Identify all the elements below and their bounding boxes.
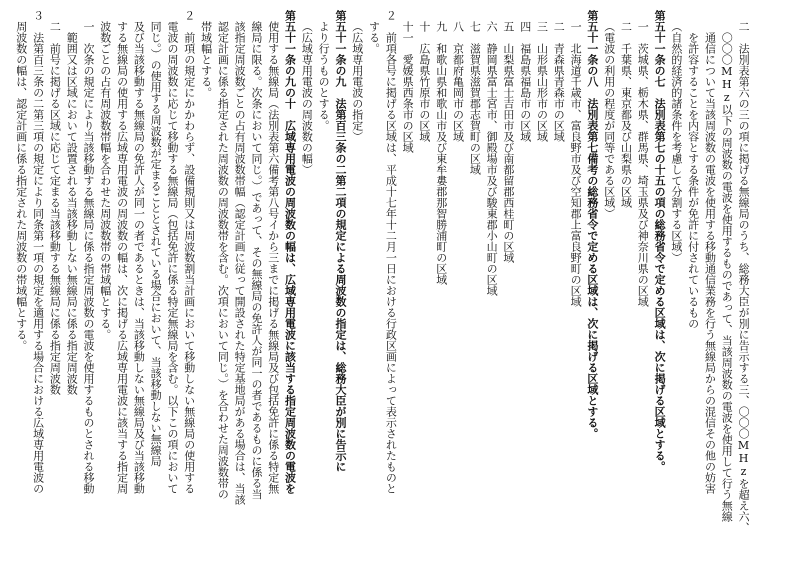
text-line: 通信について当該周波数の電波を使用する移動通信業務を行う無線局からの混信その他の妨害 <box>703 32 717 494</box>
text-line: 帯域幅とする。 <box>199 21 213 98</box>
text-line: ２ 前項の規定にかかわらず、設備規則又は周波数割当計画において移動しない無線局の使用する <box>182 10 196 494</box>
text-line: 六 静岡県富士宮市、御殿場市及び駿東郡小山町の区域 <box>485 21 499 296</box>
text-line: 使用する無線局（法別表第六備考第八号イから三までに掲げる無線局及び包括免許に係る特定無 <box>266 21 280 494</box>
text-line: 一 北海道千歳市、富良野市及び空知郡上富良野町の区域 <box>569 21 583 307</box>
article-heading-line: 第五十一条の九の十 広域専用電波の周波数の幅は、広域専用電波に該当する指定周波数の電波を <box>283 10 297 494</box>
text-line: 線局に限る。次条において同じ。）であって、その無線局の免許人が同一の者であるものに係る当 <box>249 21 263 500</box>
text-line: 一 茨城県、栃木県、群馬県、埼玉県及び神奈川県の区域 <box>636 21 650 307</box>
text-line: 電波の周波数に応じて移動する無線局（包括免許に係る特定無線局を含む。以下この項において <box>165 21 179 494</box>
text-line: 範囲又は区域において設置される当該移動しない無線局に係る指定周波数 <box>65 32 79 395</box>
text-line: 二 前号に掲げる区域に応じて定まる当該移動する無線局に係る指定周波数 <box>48 21 62 395</box>
text-line: ２ 前項各号に掲げる区域は、平成十七年十二月一日における行政区画によって表示されたものと <box>384 10 398 494</box>
text-line: 八 京都府亀岡市の区域 <box>451 21 465 142</box>
text-line: を許容することを内容とする条件が免許に付されているもの <box>686 32 700 329</box>
text-line: （広域専用電波の指定） <box>350 21 364 142</box>
text-line: 五 山梨県富士吉田市及び南都留郡西桂町の区域 <box>501 21 515 263</box>
text-line: 同じ。）の使用する周波数が定まることとされている場合において、当該移動しない無線局 <box>149 21 163 467</box>
text-line: （広域専用電波の周波数の幅） <box>300 21 314 175</box>
text-line: 認定計画に係る指定された周波数の周波数帯を含む。次項において同じ。）を合わせた周波数帯の <box>216 21 230 500</box>
text-line: 九 和歌山県和歌山市及び東牟婁郡那智勝浦町の区域 <box>434 21 448 285</box>
text-line: （自然的経済的諸条件を考慮して分割する区域） <box>669 21 683 263</box>
text-line: 三 山形県山形市の区域 <box>535 21 549 142</box>
text-line: ３ 法第百三条の二第三項の規定により同条第一項の規定を適用する場合における広域専用電波の <box>31 10 45 494</box>
text-line: 二 千葉県、東京都及び山梨県の区域 <box>619 21 633 208</box>
text-line: 周波数の幅は、認定計画に係る指定された周波数の帯域幅とする。 <box>14 21 28 351</box>
text-line: する。 <box>367 21 381 54</box>
article-heading-line: 第五十一条の七 法別表第七の十五の項の総務省令で定める区域は、次に掲げる区域とする。 <box>653 10 667 472</box>
text-line: 二 青森県青森市の区域 <box>552 21 566 142</box>
text-line: 波数ごとの占有周波数帯幅を合わせた周波数帯の帯域幅とする。 <box>98 21 112 340</box>
text-line: 該指定周波数ごとの占有周波数帯幅（認定計画に従って開設された特定基地局がある場合は、当該 <box>233 21 247 505</box>
text-line: 四 福島県福島市の区域 <box>518 21 532 142</box>
text-line: より行うものとする。 <box>317 21 331 131</box>
text-line: 二 法別表第六の三の項に掲げる無線局のうち、総務大臣が別に告示する三、〇〇〇MHzを超え六、 <box>737 21 751 533</box>
text-line: する無線局の使用する広域専用電波の周波数の幅は、次に掲げる広域専用電波に該当する指定周 <box>115 21 129 494</box>
article-heading-line: 第五十一条の九 法第百三条の二第二項の規定による周波数の指定は、総務大臣が別に告示に <box>333 10 347 472</box>
text-line: 及び当該移動する無線局の免許人が同一の者であるときは、当該移動しない無線局及び当該移動 <box>132 21 146 494</box>
text-line: 一 次条の規定により当該移動する無線局に係る指定周波数の電波を使用するものとされる移動 <box>81 21 95 494</box>
text-line: 十一 愛媛県西条市の区域 <box>401 21 415 153</box>
text-line: 七 滋賀県滋賀郡志賀町の区域 <box>468 21 482 175</box>
text-line: 十 広島県竹原市の区域 <box>417 21 431 142</box>
article-heading-line: 第五十一条の八 法別表第七備考の総務省令で定める区域は、次に掲げる区域とする。 <box>585 10 599 439</box>
text-line: （電波の利用の程度が同等である区域） <box>602 21 616 219</box>
text-line: 〇〇〇MHz以下の周波数の電波を使用するものであって、当該周波数の電波を使用して行う無線 <box>720 32 734 522</box>
vertical-legal-text <box>12 10 751 556</box>
